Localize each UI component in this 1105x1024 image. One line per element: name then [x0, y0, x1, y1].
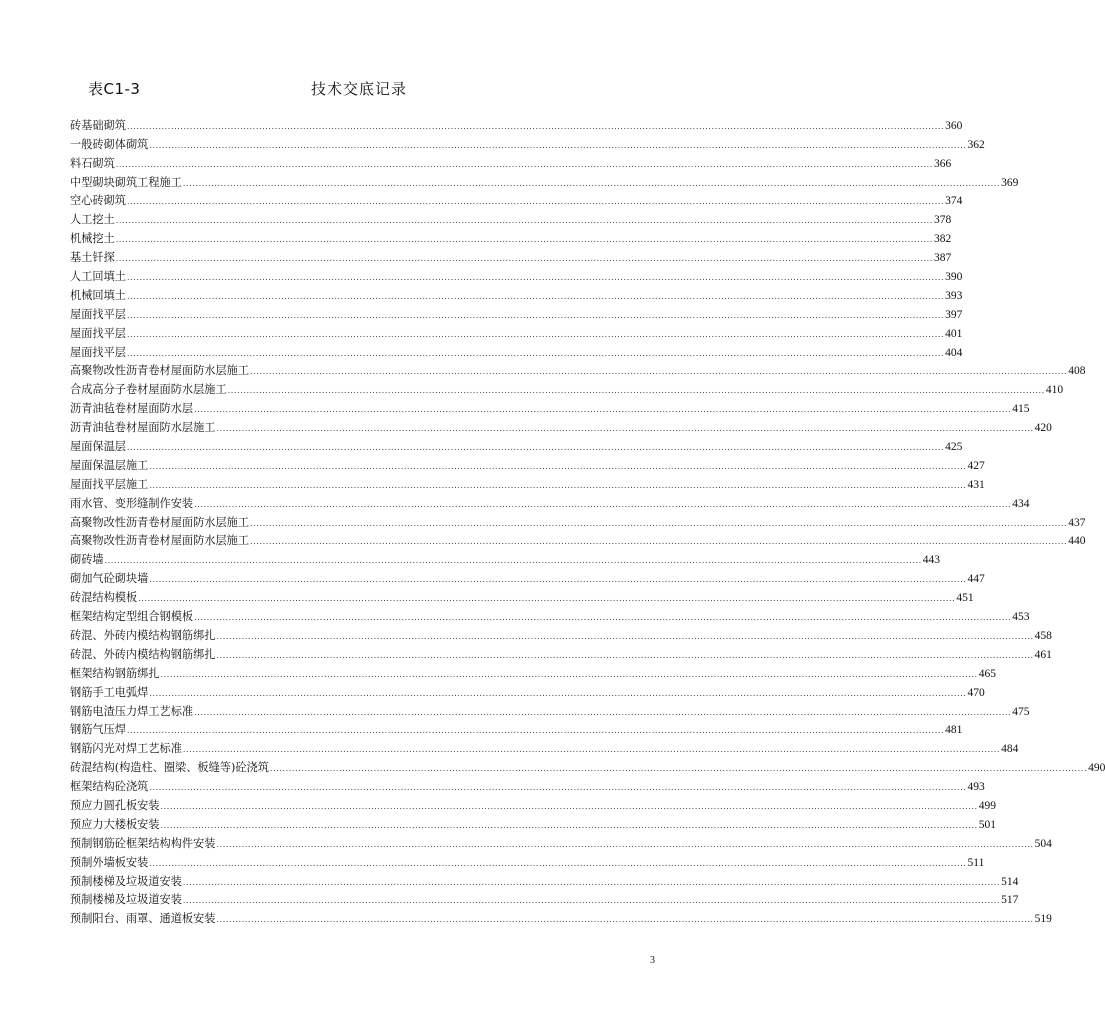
toc-entry[interactable]: [70, 870, 1019, 889]
toc-entry-title: 料石砌筑: [70, 156, 115, 170]
toc-entry-page: 404: [945, 346, 963, 359]
toc-entry-page: 434: [1012, 497, 1030, 510]
toc-entry-page: 437: [1068, 516, 1086, 529]
dot-leader: ....................................................................................................................................................................................................................................................................: [227, 386, 1045, 396]
toc-entry-title: 合成高分子卷材屋面防水层施工: [70, 383, 227, 397]
toc-entry-title: 预应力大楼板安装: [70, 817, 160, 831]
toc-entry[interactable]: [70, 832, 1052, 851]
toc-entry[interactable]: [70, 284, 963, 303]
toc-entry[interactable]: [70, 227, 952, 246]
dot-leader: ....................................................................................................................................................................................................................................................................: [126, 197, 945, 207]
toc-entry-title: 基土钎探: [70, 251, 115, 265]
toc-entry-title: 人工回填土: [70, 270, 126, 284]
toc-entry-title: 空心砖砌筑: [70, 194, 126, 208]
toc-entry-page: 447: [967, 573, 985, 586]
toc-entry-page: 490: [1088, 762, 1105, 775]
toc-entry[interactable]: [70, 681, 985, 700]
toc-entry[interactable]: [70, 907, 1052, 926]
toc-entry[interactable]: [70, 756, 1105, 775]
dot-leader: ....................................................................................................................................................................................................................................................................: [216, 631, 1034, 641]
dot-leader: ....................................................................................................................................................................................................................................................................: [149, 461, 967, 471]
dot-leader: ....................................................................................................................................................................................................................................................................: [126, 273, 945, 283]
dot-leader: ....................................................................................................................................................................................................................................................................: [182, 877, 1001, 887]
toc-entry-title: 框架结构砼浇筑: [70, 780, 149, 794]
toc-entry[interactable]: [70, 548, 940, 567]
toc-entry-page: 408: [1068, 365, 1086, 378]
dot-leader: ....................................................................................................................................................................................................................................................................: [194, 405, 1012, 415]
dot-leader: ....................................................................................................................................................................................................................................................................: [149, 858, 967, 868]
toc-entry-title: 预制阳台、雨罩、通道板安装: [70, 912, 216, 926]
toc-entry-title: 沥青油毡卷材屋面防水层: [70, 402, 194, 416]
toc-entry-title: 屋面找平层: [70, 307, 126, 321]
toc-entry-title: 砌砖墙: [70, 553, 104, 567]
toc-entry[interactable]: [70, 643, 1052, 662]
toc-entry[interactable]: [70, 397, 1030, 416]
toc-entry-title: 钢筋手工电弧焊: [70, 685, 149, 699]
toc-entry[interactable]: [70, 378, 1064, 397]
dot-leader: ....................................................................................................................................................................................................................................................................: [149, 783, 967, 793]
toc-entry-page: 427: [967, 459, 985, 472]
toc-entry[interactable]: [70, 152, 952, 171]
dot-leader: ....................................................................................................................................................................................................................................................................: [194, 613, 1012, 623]
toc-entry[interactable]: [70, 322, 963, 341]
toc-entry-title: 屋面保温层: [70, 440, 126, 454]
toc-entry[interactable]: [70, 794, 996, 813]
toc-entry-page: 382: [933, 233, 952, 246]
dot-leader: ....................................................................................................................................................................................................................................................................: [160, 820, 978, 830]
toc-entry-page: 415: [1012, 403, 1030, 416]
toc-entry-title: 机械挖土: [70, 232, 115, 246]
toc-entry-page: 420: [1034, 422, 1052, 435]
toc-entry[interactable]: [70, 492, 1030, 511]
dot-leader: ....................................................................................................................................................................................................................................................................: [194, 707, 1012, 717]
toc-entry-title: 高聚物改性沥青卷材屋面防水层施工: [70, 515, 250, 529]
dot-leader: ....................................................................................................................................................................................................................................................................: [115, 254, 933, 264]
dot-leader: ....................................................................................................................................................................................................................................................................: [182, 896, 1001, 906]
dot-leader: ....................................................................................................................................................................................................................................................................: [138, 594, 956, 604]
dot-leader: ....................................................................................................................................................................................................................................................................: [126, 291, 945, 301]
toc-entry-title: 雨水管、变形缝制作安装: [70, 496, 194, 510]
toc-entry-page: 475: [1012, 705, 1030, 718]
toc-entry-title: 沥青油毡卷材屋面防水层施工: [70, 421, 216, 435]
dot-leader: ....................................................................................................................................................................................................................................................................: [126, 726, 945, 736]
toc-entry-page: 511: [967, 856, 985, 869]
dot-leader: ....................................................................................................................................................................................................................................................................: [115, 235, 933, 245]
toc-entry-page: 366: [933, 157, 952, 170]
toc-entry-title: 砖混、外砖内模结构钢筋绑扎: [70, 628, 216, 642]
toc-entry-page: 517: [1001, 894, 1019, 907]
dot-leader: ....................................................................................................................................................................................................................................................................: [149, 688, 967, 698]
toc-entry-title: 钢筋闪光对焊工艺标准: [70, 742, 182, 756]
dot-leader: ....................................................................................................................................................................................................................................................................: [194, 499, 1012, 509]
dot-leader: ....................................................................................................................................................................................................................................................................: [115, 159, 933, 169]
toc-entry[interactable]: [70, 605, 1030, 624]
toc-entry[interactable]: [70, 246, 952, 265]
toc-entry[interactable]: [70, 341, 963, 360]
toc-entry-title: 砖混结构模板: [70, 591, 138, 605]
toc-entry-page: 431: [967, 478, 985, 491]
dot-leader: ....................................................................................................................................................................................................................................................................: [126, 443, 945, 453]
toc-entry-title: 屋面保温层施工: [70, 458, 149, 472]
toc-entry[interactable]: [70, 851, 985, 870]
toc-entry[interactable]: [70, 435, 963, 454]
toc-entry-title: 预制楼梯及垃圾道安装: [70, 874, 182, 888]
dot-leader: ....................................................................................................................................................................................................................................................................: [149, 480, 967, 490]
toc-entry[interactable]: [70, 586, 974, 605]
dot-leader: ....................................................................................................................................................................................................................................................................: [115, 216, 933, 226]
toc-entry-title: 机械回填土: [70, 288, 126, 302]
toc-entry-page: 360: [945, 119, 963, 132]
table-of-contents: [70, 114, 1105, 926]
toc-entry-title: 钢筋气压焊: [70, 723, 126, 737]
toc-entry[interactable]: [70, 133, 985, 152]
toc-entry-title: 预应力圆孔板安装: [70, 798, 160, 812]
toc-entry-page: 401: [945, 327, 963, 340]
dot-leader: ....................................................................................................................................................................................................................................................................: [126, 121, 945, 131]
toc-entry[interactable]: [70, 190, 963, 209]
toc-entry[interactable]: [70, 813, 996, 832]
toc-entry-title: 人工挖土: [70, 213, 115, 227]
dot-leader: ....................................................................................................................................................................................................................................................................: [216, 915, 1034, 925]
toc-entry[interactable]: [70, 303, 963, 322]
dot-leader: ....................................................................................................................................................................................................................................................................: [126, 348, 945, 358]
toc-entry[interactable]: [70, 511, 1086, 530]
dot-leader: ....................................................................................................................................................................................................................................................................: [160, 801, 978, 811]
toc-entry-page: 390: [945, 271, 963, 284]
toc-entry-page: 393: [945, 289, 963, 302]
toc-entry-page: 458: [1034, 629, 1052, 642]
toc-entry-title: 屋面找平层: [70, 345, 126, 359]
toc-entry-title: 预制楼梯及垃圾道安装: [70, 893, 182, 907]
toc-entry-title: 砖混、外砖内模结构钢筋绑扎: [70, 647, 216, 661]
toc-entry-page: 501: [978, 818, 996, 831]
toc-entry[interactable]: [70, 700, 1030, 719]
dot-leader: ....................................................................................................................................................................................................................................................................: [250, 518, 1068, 528]
toc-entry[interactable]: [70, 530, 1086, 549]
toc-entry[interactable]: [70, 454, 985, 473]
page-header: [0, 78, 724, 102]
form-code: 表C1-3: [88, 80, 141, 98]
toc-entry-page: 374: [945, 195, 963, 208]
dot-leader: ....................................................................................................................................................................................................................................................................: [250, 537, 1068, 547]
toc-entry-page: 425: [945, 441, 963, 454]
toc-entry-title: 框架结构定型组合钢模板: [70, 610, 194, 624]
toc-entry[interactable]: [70, 567, 985, 586]
toc-entry[interactable]: [70, 624, 1052, 643]
toc-entry[interactable]: [70, 360, 1086, 379]
toc-entry-title: 砖基础砌筑: [70, 118, 126, 132]
toc-entry[interactable]: [70, 719, 963, 738]
dot-leader: ....................................................................................................................................................................................................................................................................: [250, 367, 1068, 377]
toc-entry[interactable]: [70, 889, 1019, 908]
dot-leader: ....................................................................................................................................................................................................................................................................: [126, 310, 945, 320]
toc-entry-title: 屋面找平层: [70, 326, 126, 340]
toc-entry-page: 470: [967, 686, 985, 699]
dot-leader: ....................................................................................................................................................................................................................................................................: [149, 140, 967, 150]
toc-entry-page: 504: [1034, 837, 1052, 850]
toc-entry-title: 砖混结构(构造柱、圈梁、板缝等)砼浇筑: [70, 761, 269, 775]
toc-entry-page: 410: [1045, 384, 1064, 397]
toc-entry-page: 378: [933, 214, 952, 227]
toc-entry-title: 高聚物改性沥青卷材屋面防水层施工: [70, 364, 250, 378]
toc-entry-page: 387: [933, 252, 952, 265]
toc-entry-page: 514: [1001, 875, 1019, 888]
dot-leader: ....................................................................................................................................................................................................................................................................: [216, 424, 1034, 434]
toc-entry-title: 砌加气砼砌块墙: [70, 572, 149, 586]
toc-entry-page: 451: [956, 592, 974, 605]
toc-entry-page: 493: [967, 781, 985, 794]
dot-leader: ....................................................................................................................................................................................................................................................................: [216, 650, 1034, 660]
toc-entry-title: 框架结构钢筋绑扎: [70, 666, 160, 680]
dot-leader: ....................................................................................................................................................................................................................................................................: [182, 745, 1001, 755]
toc-entry-title: 高聚物改性沥青卷材屋面防水层施工: [70, 534, 250, 548]
toc-entry-title: 中型砌块砌筑工程施工: [70, 175, 182, 189]
toc-entry-page: 369: [1001, 176, 1019, 189]
toc-entry-page: 484: [1001, 743, 1019, 756]
page-number: 3: [650, 955, 655, 966]
toc-entry-title: 预制钢筋砼框架结构构件安装: [70, 836, 216, 850]
toc-entry[interactable]: [70, 265, 963, 284]
toc-entry-title: 预制外墙板安装: [70, 855, 149, 869]
dot-leader: ....................................................................................................................................................................................................................................................................: [149, 575, 967, 585]
toc-entry-page: 461: [1034, 648, 1052, 661]
toc-entry[interactable]: [70, 473, 985, 492]
toc-entry-page: 519: [1034, 913, 1052, 926]
toc-entry[interactable]: [70, 416, 1052, 435]
toc-entry-title: 屋面找平层施工: [70, 477, 149, 491]
dot-leader: ....................................................................................................................................................................................................................................................................: [160, 669, 978, 679]
toc-entry-title: 钢筋电渣压力焊工艺标准: [70, 704, 194, 718]
toc-entry-page: 362: [967, 138, 985, 151]
toc-entry-page: 440: [1068, 535, 1086, 548]
toc-entry[interactable]: [70, 775, 985, 794]
document-title: 技术交底记录: [311, 80, 408, 98]
toc-entry-title: 一般砖砌体砌筑: [70, 137, 149, 151]
toc-entry-page: 481: [945, 724, 963, 737]
dot-leader: ....................................................................................................................................................................................................................................................................: [182, 178, 1001, 188]
toc-entry-page: 499: [978, 799, 996, 812]
toc-entry-page: 453: [1012, 611, 1030, 624]
dot-leader: ....................................................................................................................................................................................................................................................................: [126, 329, 945, 339]
toc-entry[interactable]: [70, 737, 1019, 756]
toc-entry-page: 443: [922, 554, 940, 567]
dot-leader: ....................................................................................................................................................................................................................................................................: [216, 839, 1034, 849]
toc-entry-page: 397: [945, 308, 963, 321]
toc-entry[interactable]: [70, 171, 1019, 190]
toc-entry[interactable]: [70, 662, 996, 681]
dot-leader: ....................................................................................................................................................................................................................................................................: [104, 556, 922, 566]
toc-entry[interactable]: [70, 208, 952, 227]
dot-leader: ....................................................................................................................................................................................................................................................................: [269, 764, 1088, 774]
toc-entry-page: 465: [978, 667, 996, 680]
toc-entry[interactable]: [70, 114, 963, 133]
